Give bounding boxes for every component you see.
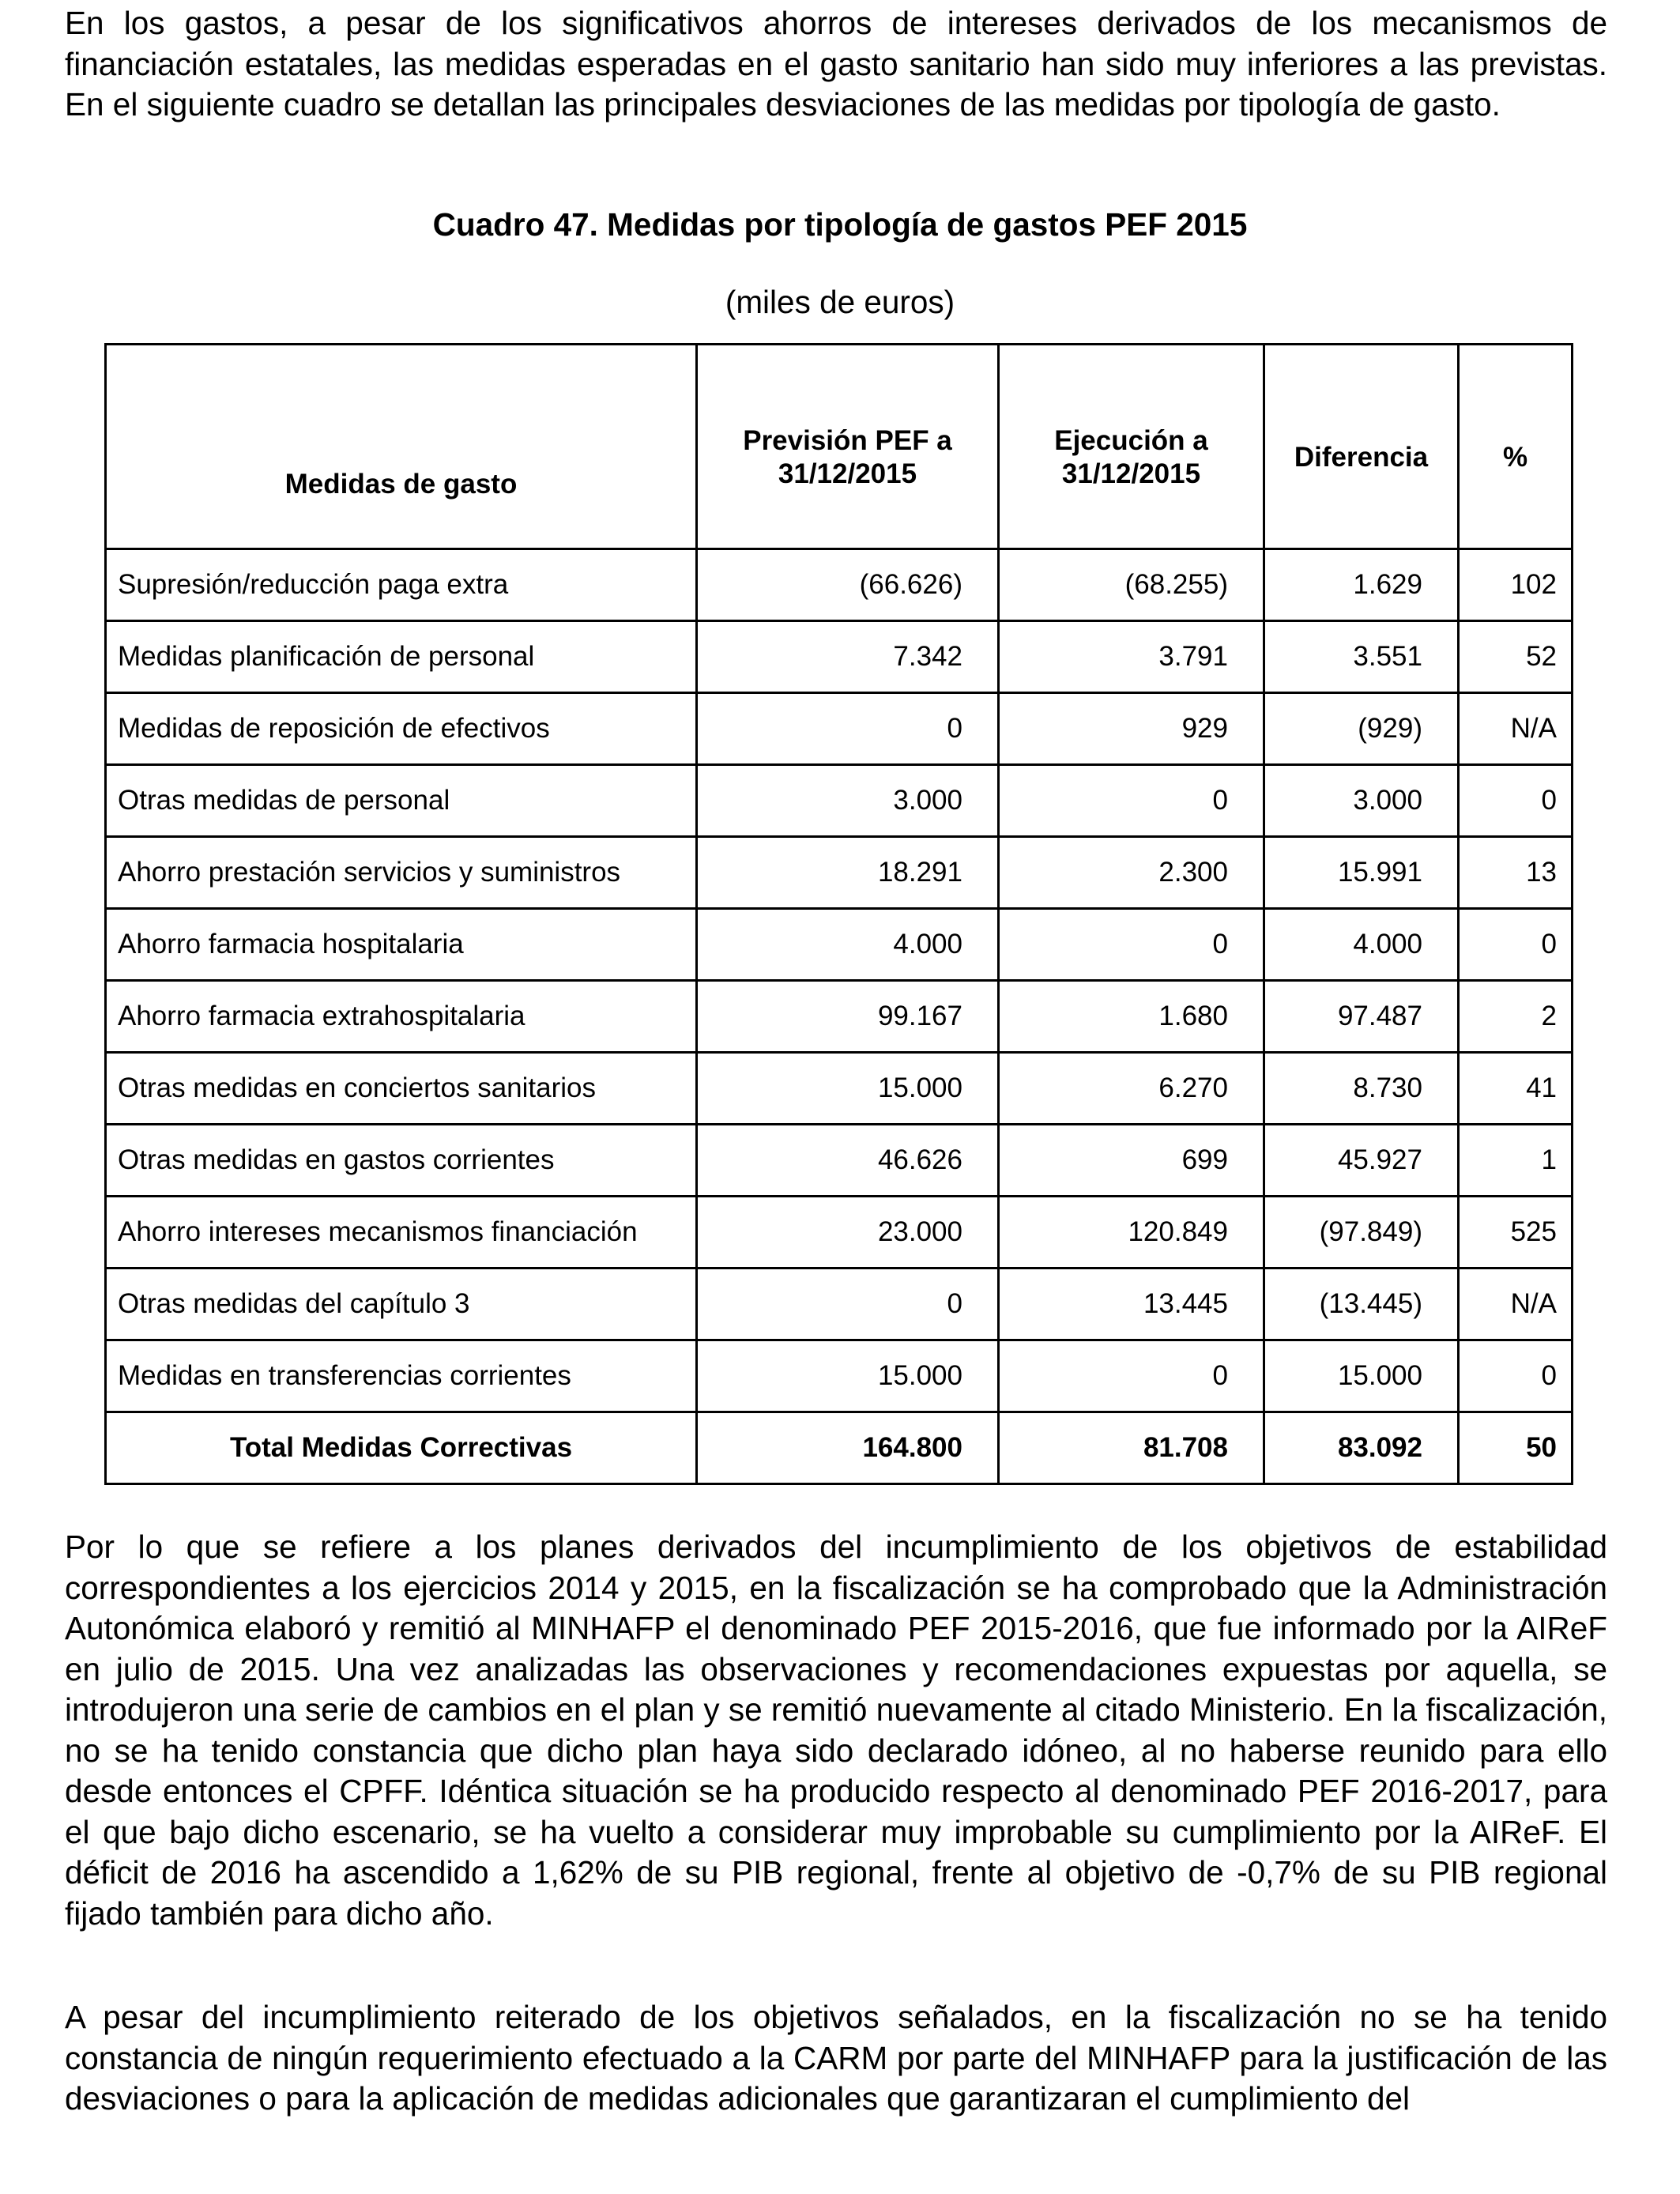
- paragraph-incumplimiento: A pesar del incumplimiento reiterado de los objetivos señalados, en la fiscalización no se ha tenido constancia de ningún requerimiento efectuado a la CARM por parte del MINHAFP para la justificación de las desviaciones o para la aplicación de medidas adicionales que garantizaran el cumplimiento del: [65, 1999, 1607, 2117]
- table-caption: Cuadro 47. Medidas por tipología de gastos PEF 2015: [432, 206, 1248, 243]
- cell-percent: 2: [1459, 981, 1573, 1053]
- total-percent: 50: [1459, 1412, 1573, 1484]
- cell-ejecucion: 0: [999, 909, 1264, 981]
- cell-diferencia: 1.629: [1264, 549, 1459, 621]
- cell-ejecucion: 2.300: [999, 837, 1264, 909]
- total-label: Total Medidas Correctivas: [106, 1412, 697, 1484]
- cell-prevision: 7.342: [697, 621, 999, 693]
- cell-prevision: 15.000: [697, 1340, 999, 1412]
- row-label: Medidas de reposición de efectivos: [106, 693, 697, 765]
- cell-diferencia: 97.487: [1264, 981, 1459, 1053]
- cell-prevision: 4.000: [697, 909, 999, 981]
- cell-percent: 0: [1459, 765, 1573, 837]
- cell-ejecucion: 699: [999, 1125, 1264, 1197]
- cell-diferencia: (97.849): [1264, 1197, 1459, 1269]
- cell-diferencia: 3.551: [1264, 621, 1459, 693]
- row-label: Otras medidas en gastos corrientes: [106, 1125, 697, 1197]
- table-row: [106, 1053, 1573, 1125]
- cell-percent: 41: [1459, 1053, 1573, 1125]
- cell-prevision: 15.000: [697, 1053, 999, 1125]
- header-ejecucion: Ejecución a 31/12/2015: [999, 345, 1264, 549]
- table-row: [106, 693, 1573, 765]
- table-total-row: [106, 1412, 1573, 1484]
- cell-ejecucion: 3.791: [999, 621, 1264, 693]
- cell-prevision: 0: [697, 1269, 999, 1340]
- cell-diferencia: 4.000: [1264, 909, 1459, 981]
- cell-diferencia: 3.000: [1264, 765, 1459, 837]
- row-label: Ahorro prestación servicios y suministros: [106, 837, 697, 909]
- table-row: [106, 549, 1573, 621]
- row-label: Medidas en transferencias corrientes: [106, 1340, 697, 1412]
- header-diferencia: Diferencia: [1264, 345, 1459, 549]
- header-prevision: Previsión PEF a 31/12/2015: [697, 345, 999, 549]
- cell-diferencia: 45.927: [1264, 1125, 1459, 1197]
- cell-prevision: 3.000: [697, 765, 999, 837]
- cell-percent: 13: [1459, 837, 1573, 909]
- cell-diferencia: 15.000: [1264, 1340, 1459, 1412]
- cell-prevision: (66.626): [697, 549, 999, 621]
- cell-ejecucion: 120.849: [999, 1197, 1264, 1269]
- cell-ejecucion: (68.255): [999, 549, 1264, 621]
- total-diferencia: 83.092: [1264, 1412, 1459, 1484]
- cell-percent: 0: [1459, 909, 1573, 981]
- table-row: [106, 621, 1573, 693]
- cell-ejecucion: 0: [999, 765, 1264, 837]
- table-row: [106, 837, 1573, 909]
- cell-diferencia: 15.991: [1264, 837, 1459, 909]
- table-row: [106, 765, 1573, 837]
- cell-diferencia: (13.445): [1264, 1269, 1459, 1340]
- row-label: Ahorro intereses mecanismos financiación: [106, 1197, 697, 1269]
- row-label: Medidas planificación de personal: [106, 621, 697, 693]
- cell-ejecucion: 1.680: [999, 981, 1264, 1053]
- cell-percent: 525: [1459, 1197, 1573, 1269]
- table-row: [106, 1197, 1573, 1269]
- cell-ejecucion: 929: [999, 693, 1264, 765]
- table-row: [106, 1269, 1573, 1340]
- row-label: Otras medidas en conciertos sanitarios: [106, 1053, 697, 1125]
- row-label: Ahorro farmacia hospitalaria: [106, 909, 697, 981]
- cell-prevision: 0: [697, 693, 999, 765]
- cell-ejecucion: 6.270: [999, 1053, 1264, 1125]
- cell-ejecucion: 0: [999, 1340, 1264, 1412]
- table-row: [106, 981, 1573, 1053]
- row-label: Otras medidas del capítulo 3: [106, 1269, 697, 1340]
- total-prevision: 164.800: [697, 1412, 999, 1484]
- cell-percent: 0: [1459, 1340, 1573, 1412]
- header-percent: %: [1459, 345, 1573, 549]
- cell-prevision: 23.000: [697, 1197, 999, 1269]
- cell-percent: 1: [1459, 1125, 1573, 1197]
- cell-ejecucion: 13.445: [999, 1269, 1264, 1340]
- table-row: [106, 1340, 1573, 1412]
- cell-percent: 52: [1459, 621, 1573, 693]
- cell-prevision: 46.626: [697, 1125, 999, 1197]
- cell-diferencia: (929): [1264, 693, 1459, 765]
- intro-paragraph: En los gastos, a pesar de los significativos ahorros de intereses derivados de los mecanismos de financiación estatales, las medidas esperadas en el gasto sanitario han sido muy inferiores a las previstas. En el siguiente cuadro se detallan las principales desviaciones de las medidas por tipología de gasto.: [65, 5, 1607, 123]
- header-medidas-de-gasto: Medidas de gasto: [106, 345, 697, 549]
- cell-percent: 102: [1459, 549, 1573, 621]
- table-header-row: [106, 345, 1573, 549]
- cell-percent: N/A: [1459, 1269, 1573, 1340]
- total-ejecucion: 81.708: [999, 1412, 1264, 1484]
- measures-table: [104, 343, 1573, 1485]
- row-label: Ahorro farmacia extrahospitalaria: [106, 981, 697, 1053]
- cell-percent: N/A: [1459, 693, 1573, 765]
- row-label: Supresión/reducción paga extra: [106, 549, 697, 621]
- table-row: [106, 909, 1573, 981]
- cell-diferencia: 8.730: [1264, 1053, 1459, 1125]
- table-row: [106, 1125, 1573, 1197]
- table-units: (miles de euros): [725, 284, 955, 320]
- cell-prevision: 18.291: [697, 837, 999, 909]
- row-label: Otras medidas de personal: [106, 765, 697, 837]
- paragraph-pef-plans: Por lo que se refiere a los planes derivados del incumplimiento de los objetivos de estabilidad correspondientes a los ejercicios 2014 y 2015, en la fiscalización se ha comprobado que la Administración Autonómica elaboró y remitió al MINHAFP el denominado PEF 2015-2016, que fue informado por la AIReF en julio de 2015. Una vez analizadas las observaciones y recomendaciones expuestas por aquella, se introdujeron una serie de cambios en el plan y se remitió nuevamente al citado Ministerio. En la fiscalización, no se ha tenido constancia que dicho plan haya sido declarado idóneo, al no haberse reunido para ello desde entonces el CPFF. Idéntica situación se ha producido respecto al denominado PEF 2016-2017, para el que bajo dicho escenario, se ha vuelto a considerar muy improbable su cumplimiento por la AIReF. El déficit de 2016 ha ascendido a 1,62% de su PIB regional, frente al objetivo de -0,7% de su PIB regional fijado también para dicho año.: [65, 1529, 1607, 1932]
- cell-prevision: 99.167: [697, 981, 999, 1053]
